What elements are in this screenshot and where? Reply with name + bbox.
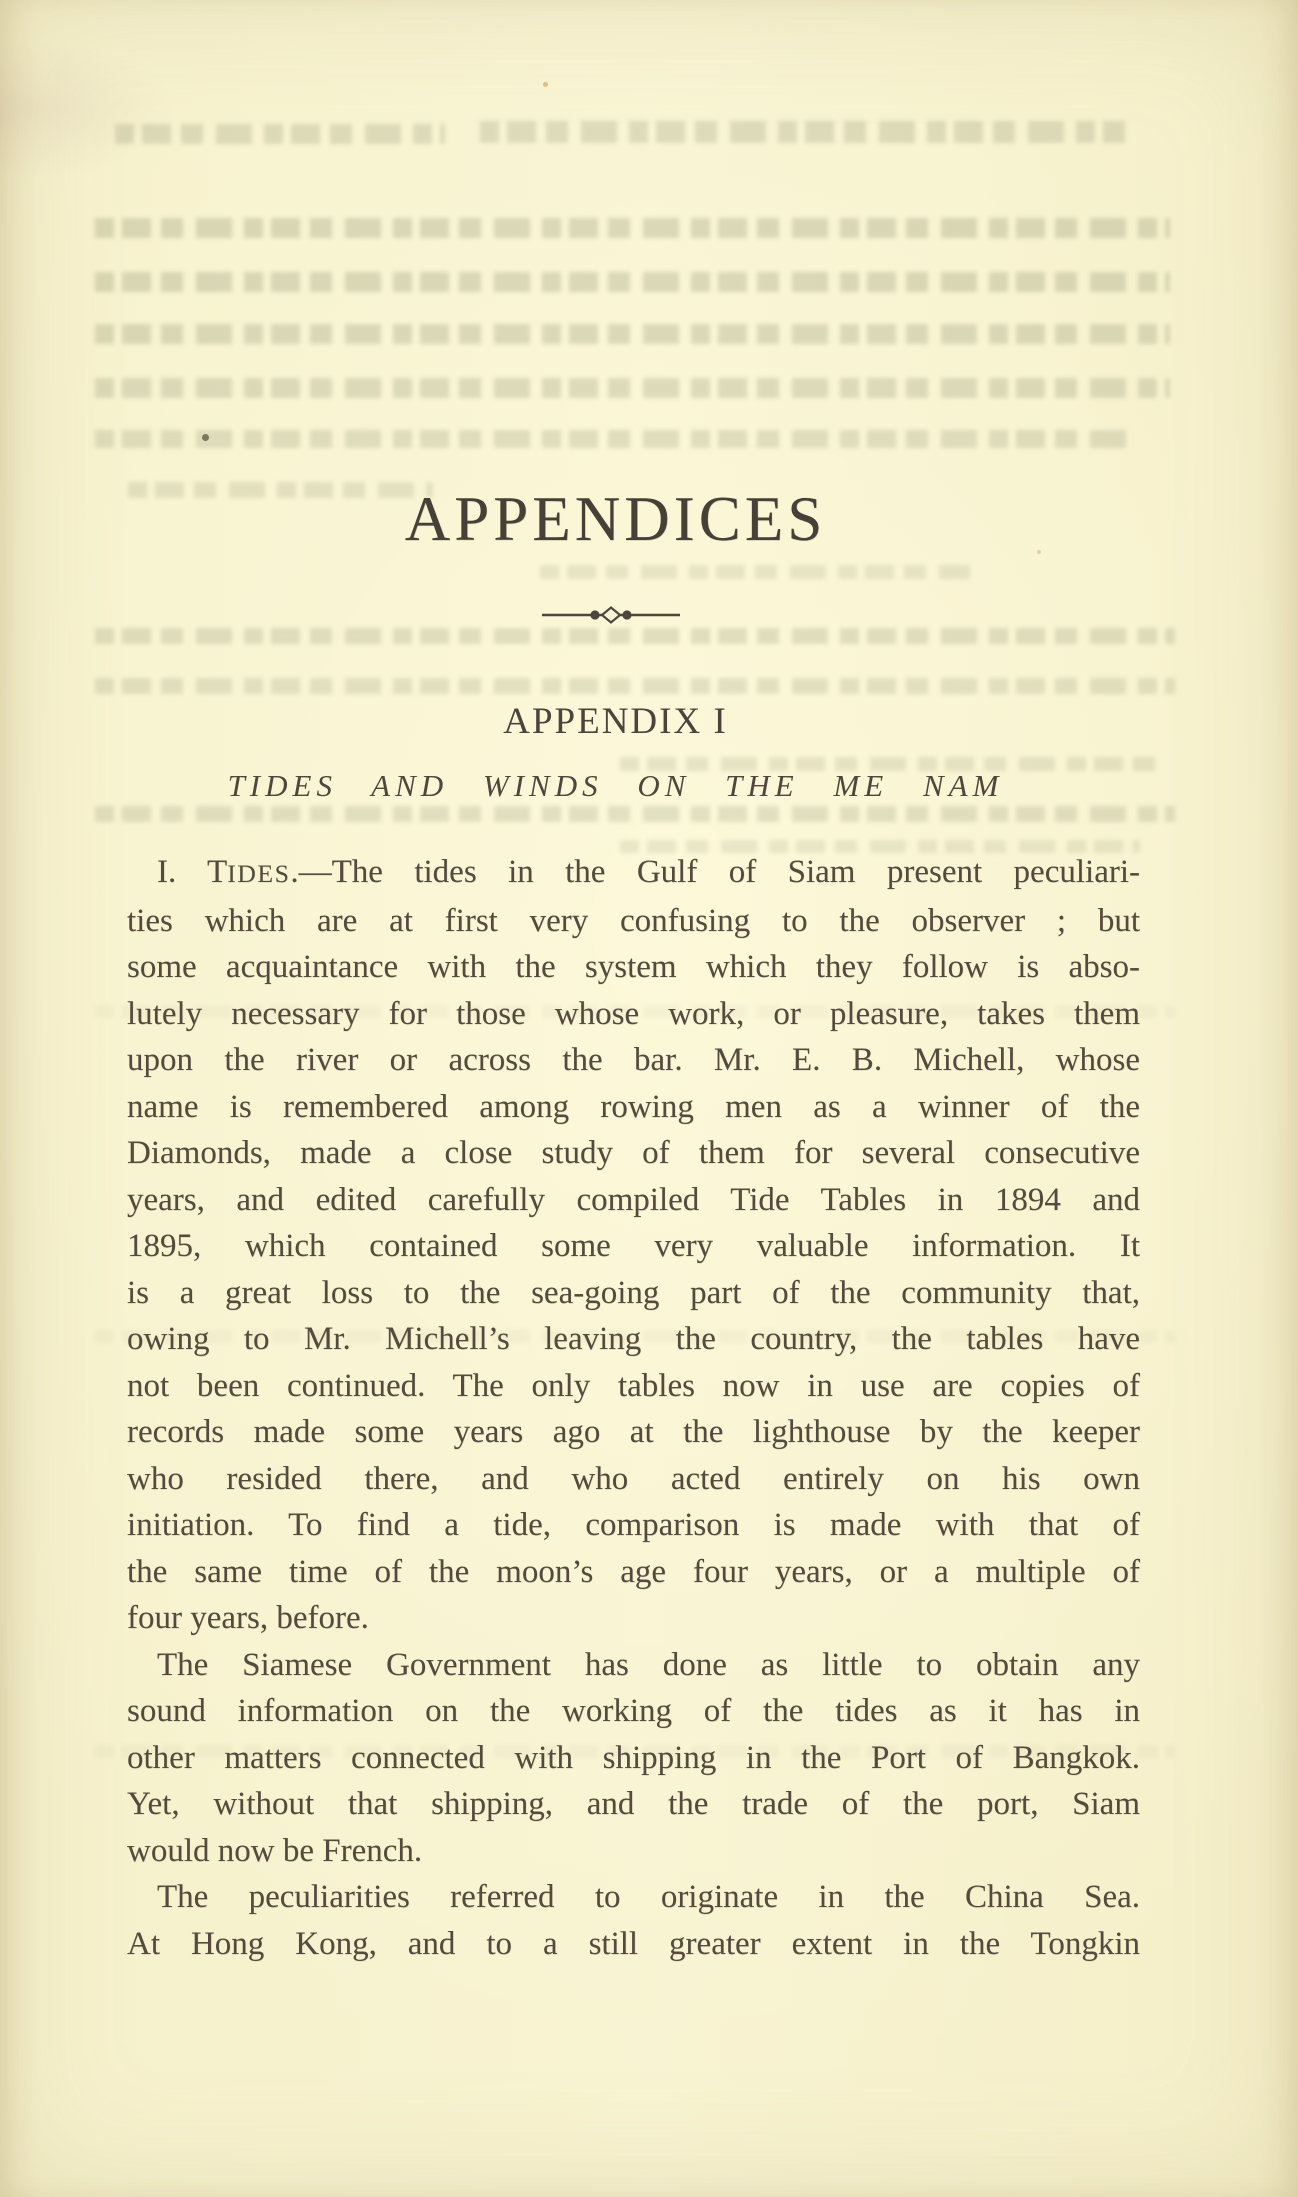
text-line: not been continued. The only tables now in use are copies of	[127, 1367, 1140, 1404]
ghost-showthrough-line	[95, 678, 1175, 694]
text-line: Yet, without that shipping, and the trade of the port, Siam	[127, 1786, 1140, 1822]
paper-smudge	[0, 40, 180, 180]
text-line: other matters connected with shipping in the Port of Bangkok.	[127, 1739, 1140, 1776]
page-title: APPENDICES	[404, 484, 827, 554]
paragraph	[127, 1642, 1140, 1875]
ghost-showthrough-line	[115, 124, 445, 144]
ghost-showthrough-line	[95, 378, 1170, 398]
paragraph	[127, 1874, 1140, 1967]
ghost-showthrough-line	[95, 324, 1170, 344]
text-segment: .—The tides in the Gulf of Siam present peculiari-	[290, 854, 1140, 890]
text-line: years, and edited carefully compiled Tide Tables in 1894 and	[127, 1181, 1140, 1218]
body-text	[127, 849, 1140, 1967]
text-line: The Siamese Government has done as little to obtain any	[157, 1646, 1140, 1683]
paper-speck	[543, 82, 548, 87]
text-line: At Hong Kong, and to a still greater extent in the Tongkin	[127, 1925, 1140, 1962]
ornament-divider-icon	[542, 606, 680, 624]
text-line: name is remembered among rowing men as a winner of the	[127, 1088, 1140, 1125]
text-line: upon the river or across the bar. Mr. E. B. Michell, whose	[127, 1042, 1140, 1078]
appendix-subtitle: TIDES AND WINDS ON THE ME NAM	[227, 768, 1004, 803]
text-line: sound information on the working of the tides as it has in	[127, 1693, 1140, 1729]
text-line: Diamonds, made a close study of them for several consecutive	[127, 1135, 1140, 1171]
text-line: records made some years ago at the lighthouse by the keeper	[127, 1414, 1140, 1450]
text-line: 1895, which contained some very valuable information. It	[127, 1228, 1140, 1264]
ghost-showthrough-line	[95, 430, 1135, 448]
paragraph	[127, 849, 1140, 1642]
text-segment: I. T	[157, 854, 228, 890]
text-line	[127, 849, 1140, 898]
ghost-showthrough-line	[480, 121, 1125, 143]
text-line: the same time of the moon’s age four years, or a multiple of	[127, 1553, 1140, 1590]
text-line: is a great loss to the sea-going part of the community that,	[127, 1274, 1140, 1311]
ghost-showthrough-line	[95, 628, 1175, 644]
small-caps-text: IDES	[227, 859, 291, 888]
text-line: initiation. To find a tide, comparison is made with that of	[127, 1507, 1140, 1543]
paper-speck	[202, 434, 209, 441]
text-line: would now be French.	[127, 1832, 423, 1869]
text-line: lutely necessary for those whose work, or pleasure, takes them	[127, 995, 1140, 1032]
text-line: The peculiarities referred to originate in the China Sea.	[157, 1879, 1140, 1915]
ghost-showthrough-line	[540, 565, 970, 579]
text-line: owing to Mr. Michell’s leaving the country, the tables have	[127, 1321, 1140, 1357]
text-line: four years, before.	[127, 1600, 369, 1636]
ghost-showthrough-line	[95, 218, 1170, 238]
ghost-showthrough-line	[95, 806, 1175, 822]
text-line: ties which are at first very confusing to the observer ; but	[127, 902, 1140, 939]
appendix-heading: APPENDIX I	[503, 701, 728, 742]
text-line: some acquaintance with the system which they follow is abso-	[127, 949, 1140, 985]
text-line: who resided there, and who acted entirely on his own	[127, 1460, 1140, 1497]
ghost-showthrough-line	[95, 272, 1170, 292]
